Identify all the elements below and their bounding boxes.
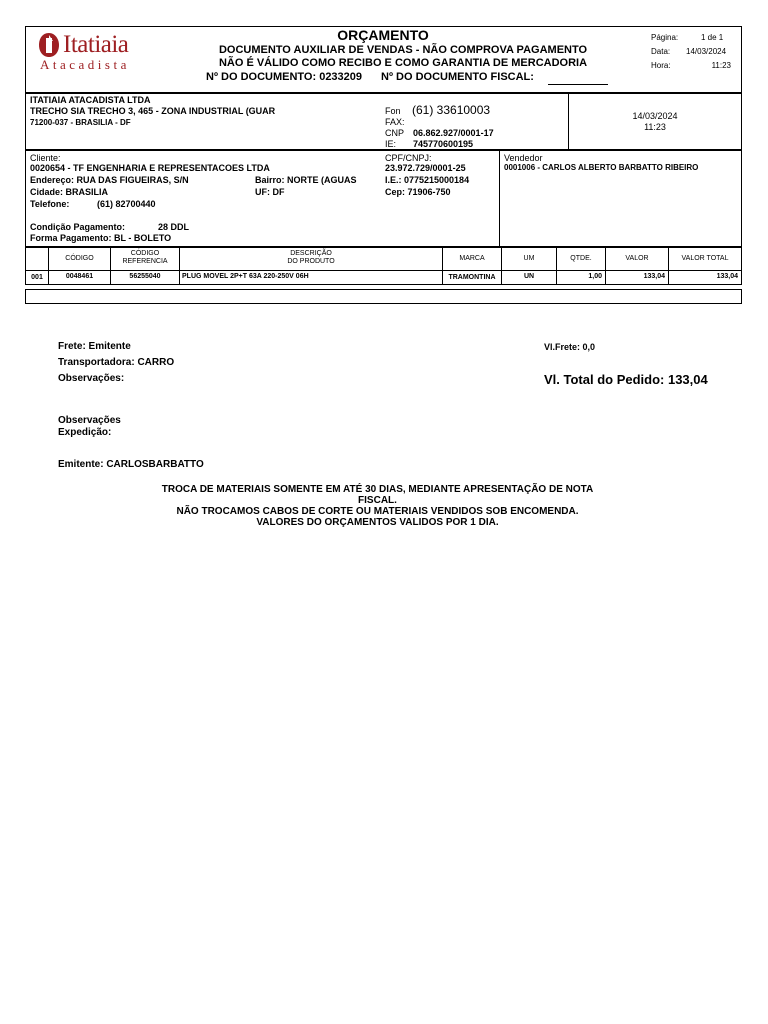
cell-um: UN xyxy=(523,273,535,280)
table-header-divider xyxy=(25,270,742,271)
seller-divider xyxy=(499,150,500,247)
col-header-codigo: CÓDIGO xyxy=(65,255,94,262)
client-bairro: Bairro: NORTE (AGUAS xyxy=(255,175,357,185)
emitente: Emitente: CARLOSBARBATTO xyxy=(58,459,204,470)
document-title: ORÇAMENTO xyxy=(337,27,429,43)
ie-value: 745770600195 xyxy=(413,139,474,149)
client-uf: UF: DF xyxy=(255,187,285,197)
logo-subtitle: Atacadista xyxy=(40,57,130,72)
cpf-label: CPF/CNPJ: xyxy=(385,153,432,163)
header-line-1: DOCUMENTO AUXILIAR DE VENDAS - NÃO COMPROVA PAGAMENTO xyxy=(218,44,588,56)
date-value: 14/03/2024 xyxy=(686,47,727,56)
observacoes: Observações: xyxy=(58,373,125,384)
client-cidade: Cidade: BRASILIA xyxy=(30,187,109,197)
cell-referencia: 56255040 xyxy=(129,273,161,280)
logo-name: Itatiaia xyxy=(63,31,129,58)
time-label: Hora: xyxy=(651,61,671,70)
notice-line-2: FISCAL. xyxy=(358,495,397,506)
seller-value: 0001006 - CARLOS ALBERTO BARBATTO RIBEIRO xyxy=(504,163,699,172)
col-header-total: VALOR TOTAL xyxy=(681,255,729,262)
cell-descricao: PLUG MOVEL 2P+T 63A 220-250V 06H xyxy=(182,273,309,280)
empty-box xyxy=(25,289,742,304)
cell-item: 001 xyxy=(31,274,43,281)
cell-valor: 133,04 xyxy=(643,273,665,280)
company-date: 14/03/2024 xyxy=(632,111,678,121)
page-label: Página: xyxy=(651,33,679,42)
client-label: Cliente: xyxy=(30,153,61,163)
fon-label: Fon xyxy=(385,106,401,116)
logo-mark-icon xyxy=(38,32,60,58)
cnp-label: CNP xyxy=(385,128,405,138)
client-ie: I.E.: 0775215000184 xyxy=(385,175,470,185)
col-header-marca: MARCA xyxy=(459,255,485,262)
vl-frete: Vl.Frete: 0,0 xyxy=(544,342,596,352)
observacoes-expedicao-2: Expedição: xyxy=(58,427,112,438)
cnp-value: 06.862.927/0001-17 xyxy=(413,128,494,138)
time-value: 11:23 xyxy=(711,61,731,70)
cell-total: 133,04 xyxy=(716,273,738,280)
company-city: 71200-037 - BRASILIA - DF xyxy=(30,118,131,127)
document-number: Nº DO DOCUMENTO: 0233209 xyxy=(206,71,363,83)
page-value: 1 de 1 xyxy=(701,33,724,42)
client-phone-value: (61) 82700440 xyxy=(97,199,156,209)
client-name: 0020654 - TF ENGENHARIA E REPRESENTACOES LTDA xyxy=(30,163,270,173)
company-time: 11:23 xyxy=(644,122,666,132)
col-header-referencia-1: CÓDIGO xyxy=(130,250,160,257)
vl-total-pedido: Vl. Total do Pedido: 133,04 xyxy=(544,372,708,387)
company-address: TRECHO SIA TRECHO 3, 465 - ZONA INDUSTRIAL (GUAR xyxy=(30,106,276,116)
company-logo xyxy=(37,31,152,73)
ie-label: IE: xyxy=(385,139,397,149)
col-header-um: UM xyxy=(523,255,535,262)
col-header-qtde: QTDE. xyxy=(570,255,592,262)
observacoes-expedicao-1: Observações xyxy=(58,415,121,426)
cell-marca: TRAMONTINA xyxy=(448,274,496,281)
fiscal-document-label: Nº DO DOCUMENTO FISCAL: xyxy=(381,71,534,83)
fon-value: (61) 33610003 xyxy=(412,103,491,117)
notice-line-1: TROCA DE MATERIAIS SOMENTE EM ATÉ 30 DIAS, MEDIANTE APRESENTAÇÃO DE NOTA xyxy=(161,484,594,495)
date-label: Data: xyxy=(651,47,671,56)
company-name: ITATIAIA ATACADISTA LTDA xyxy=(30,95,151,105)
transportadora: Transportadora: CARRO xyxy=(58,357,175,368)
cpf-value: 23.972.729/0001-25 xyxy=(385,163,466,173)
fiscal-document-blank xyxy=(548,84,608,85)
cell-qtde: 1,00 xyxy=(588,273,602,280)
client-address: Endereço: RUA DAS FIGUEIRAS, S/N xyxy=(30,175,189,185)
payment-form: Forma Pagamento: BL - BOLETO xyxy=(30,233,172,243)
header-line-2: NÃO É VÁLIDO COMO RECIBO E COMO GARANTIA DE MERCADORIA xyxy=(218,57,588,69)
company-divider xyxy=(568,93,569,150)
payment-condition-value: 28 DDL xyxy=(158,222,190,232)
col-header-descricao-1: DESCRIÇÃO xyxy=(290,250,332,257)
client-cep: Cep: 71906-750 xyxy=(385,187,451,197)
notice-line-3: NÃO TROCAMOS CABOS DE CORTE OU MATERIAIS VENDIDOS SOB ENCOMENDA. xyxy=(176,506,579,517)
col-header-descricao-2: DO PRODUTO xyxy=(287,258,335,265)
frete: Frete: Emitente xyxy=(58,341,131,352)
seller-label: Vendedor xyxy=(504,153,543,163)
payment-condition-label: Condição Pagamento: xyxy=(30,222,126,232)
notice-line-4: VALORES DO ORÇAMENTOS VALIDOS POR 1 DIA. xyxy=(256,517,499,528)
cell-codigo: 0048461 xyxy=(65,273,94,280)
fax-label: FAX: xyxy=(385,117,405,127)
col-header-valor: VALOR xyxy=(625,255,649,262)
col-header-referencia-2: REFERENCIA xyxy=(122,258,168,265)
client-phone-label: Telefone: xyxy=(30,199,70,209)
